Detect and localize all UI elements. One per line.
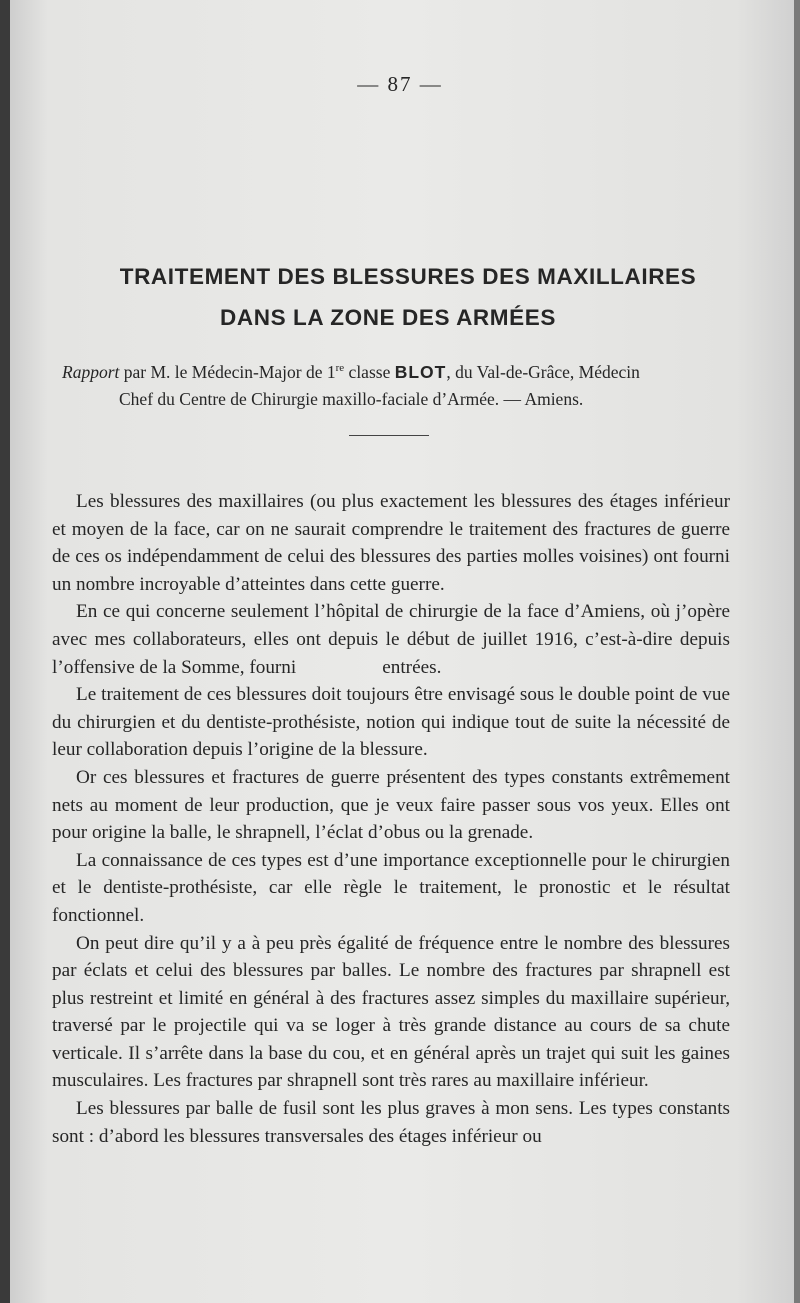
report-text-3: , du Val-de-Grâce, Médecin <box>446 361 640 382</box>
report-sup: re <box>335 362 345 374</box>
paragraph-6: On peut dire qu’il y a à peu près égalité de fréquence entre le nombre des blessures par éclats et celui des blessures par balles. Le nombre des fractures par shrapnell est plus restreint et limité en général à des fractures assez simples du maxillaire supérieur, traversé par le projectile qui va se loger à très grande distance au cours de sa chute verticale. Il s’arrête dans la base du cou, et en général après un trajet qui suit les gaines musculaires. Les fractures par shrapnell sont très rares au maxillaire inférieur. <box>52 932 730 1092</box>
page-number: — 87 — <box>357 72 443 96</box>
separator-rule <box>349 435 429 436</box>
paragraph-2-text: En ce qui concerne seulement l’hôpital de chirurgie de la face d’Amiens, où j’opère avec mes collaborateurs, elles ont depuis le début de juillet 1916, c’est-à-dire depuis l’offensive de la Somme, fourni <box>52 601 730 678</box>
scan-right-edge <box>794 0 800 1303</box>
title-line-1: TRAITEMENT DES BLESSURES DES MAXILLAIRES <box>119 264 697 289</box>
paragraph-7: Les blessures par balle de fusil sont les plus graves à mon sens. Les types constants sont : d’abord les blessures transversales des étages inférieur ou <box>52 1098 730 1147</box>
body-text <box>52 488 730 1150</box>
report-byline <box>62 355 742 413</box>
scan-left-edge <box>0 0 10 1303</box>
report-text-1: par M. le Médecin-Major de 1 <box>119 361 336 382</box>
title-line-2: DANS LA ZONE DES ARMÉES <box>220 305 556 330</box>
paragraph-2-end: entrées. <box>382 656 442 678</box>
paragraph-4: Or ces blessures et fractures de guerre présentent des types constants extrêmement nets au moment de leur production, que je veux faire passer sous vos yeux. Elles ont pour origine la balle, le shrapnell, l’éclat d’obus ou la grenade. <box>52 766 730 844</box>
paragraph-1: Les blessures des maxillaires (ou plus exactement les blessures des étages inférieur et moyen de la face, car on ne saurait comprendre le traitement des fractures de guerre de ces os indépendamment de celui des blessures des parties molles voisines) ont fourni un nombre incroyable d’atteintes dans cette guerre. <box>52 491 730 595</box>
paragraph-2 <box>52 598 730 681</box>
paragraph-5: La connaissance de ces types est d’une importance exceptionnelle pour le chirurgien et le dentiste-prothésiste, car elle règle le traitement, le pronostic et le résultat fonctionnel. <box>52 849 730 926</box>
paragraph-3: Le traitement de ces blessures doit toujours être envisagé sous le double point de vue du chirurgien et du dentiste-prothésiste, notion qui indique tout de suite la nécessité de leur collaboration depuis l’origine de la blessure. <box>52 684 730 761</box>
report-label: Rapport <box>62 361 120 382</box>
report-line-2: Chef du Centre de Chirurgie maxillo-faciale d’Armée. — Amiens. <box>119 388 584 409</box>
report-text-2: classe <box>344 361 395 382</box>
report-author: BLOT <box>394 361 447 382</box>
